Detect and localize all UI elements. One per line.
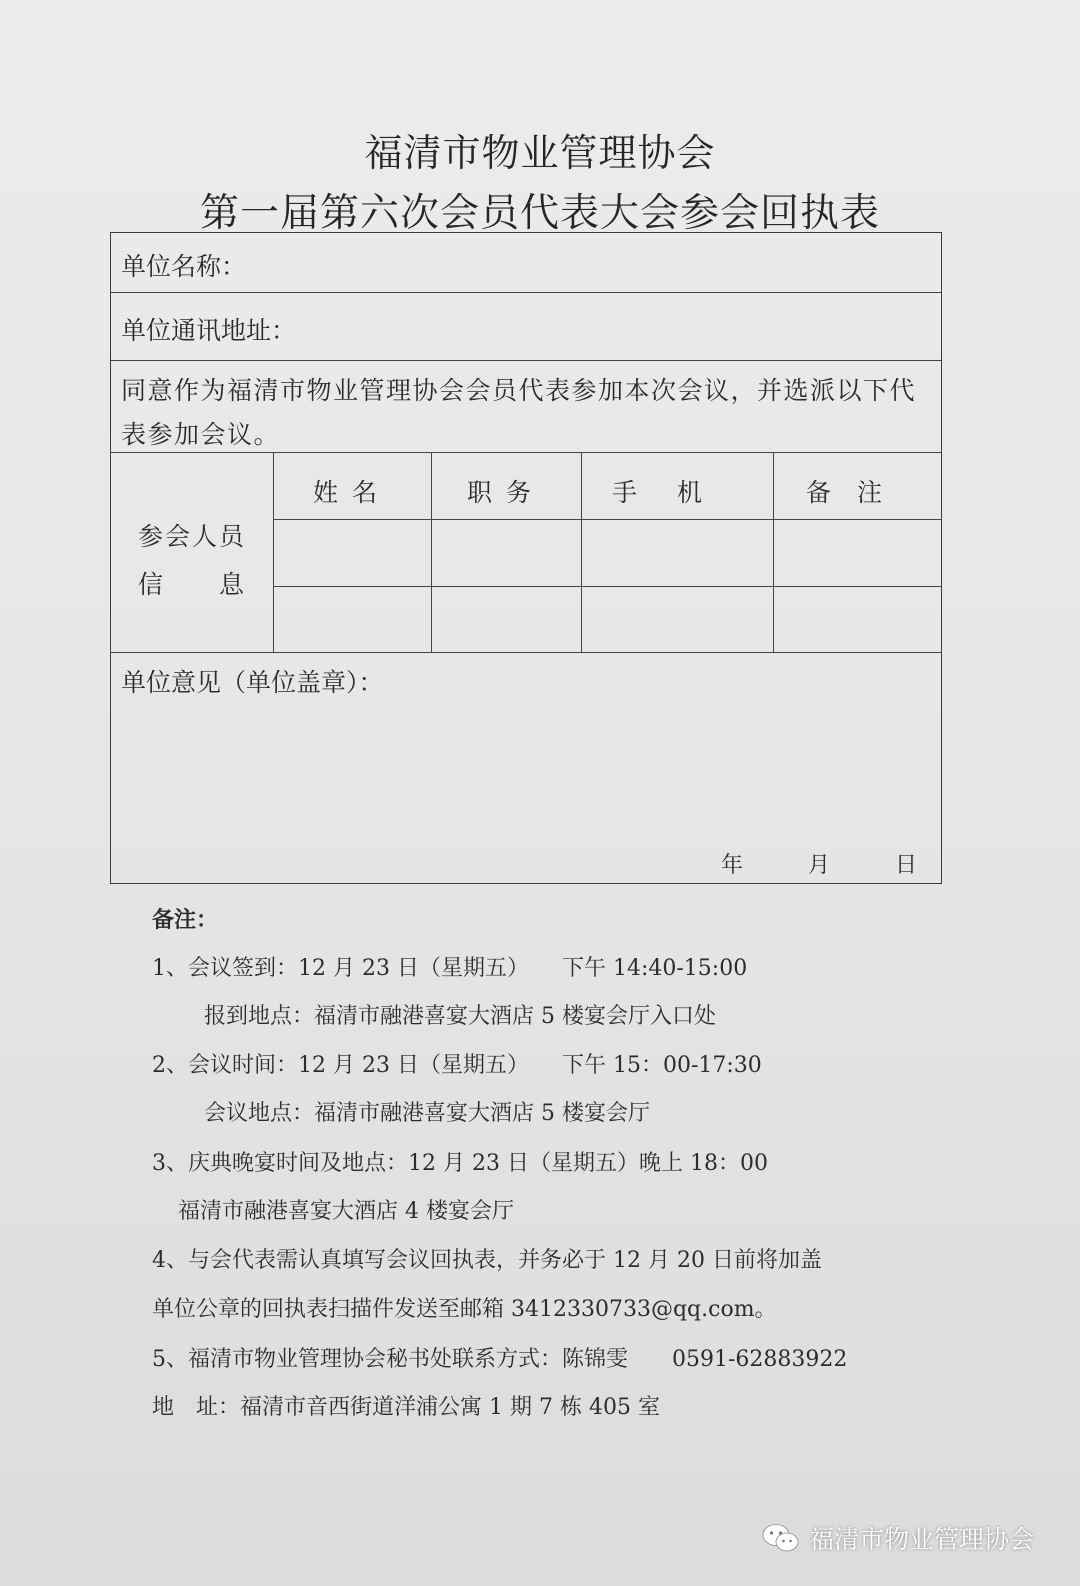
- note-4: 4、与会代表需认真填写会议回执表，并务必于 12 月 20 日前将加盖: [152, 1248, 822, 1273]
- document-title-line2: 第一届第六次会员代表大会参会回执表: [199, 191, 880, 236]
- wechat-watermark: [761, 1520, 1034, 1556]
- unit-name-label: 单位名称：: [121, 252, 247, 281]
- notes-heading: 备注：: [152, 907, 219, 933]
- note-3-location: 福清市融港喜宴大酒店 4 楼宴会厅: [178, 1199, 514, 1224]
- note-3: 3、庆典晚宴时间及地点：12 月 23 日（星期五）晚上 18：00: [152, 1151, 768, 1176]
- note-2: 2、会议时间：12 月 23 日（星期五） 下午 15：00-17:30: [152, 1053, 762, 1078]
- column-header-phone: 手机: [611, 478, 742, 507]
- watermark-text: 福清市物业管理协会: [808, 1525, 1034, 1554]
- column-header-position: 职务: [466, 478, 545, 507]
- wechat-icon: [761, 1522, 801, 1554]
- agreement-text: 同意作为福清市物业管理协会会员代表参加本次会议，并选派以下代表参加会议。: [121, 376, 917, 449]
- date-label: 年 月 日: [721, 853, 931, 878]
- note-1: 1、会议签到：12 月 23 日（星期五） 下午 14:40-15:00: [152, 956, 748, 981]
- column-header-remarks: 备注: [805, 478, 908, 507]
- note-address: 地 址：福清市音西街道洋浦公寓 1 期 7 栋 405 室: [152, 1395, 660, 1420]
- note-4-continued: 单位公章的回执表扫描件发送至邮箱 3412330733@qq.com。: [152, 1297, 777, 1322]
- column-header-name: 姓名: [312, 478, 391, 507]
- document-title-line1: 福清市物业管理协会: [364, 131, 716, 175]
- unit-opinion-label: 单位意见（单位盖章）：: [121, 668, 384, 697]
- note-2-location: 会议地点：福清市融港喜宴大酒店 5 楼宴会厅: [204, 1101, 650, 1126]
- note-5-contact: 5、福清市物业管理协会秘书处联系方式：陈锦雯 0591-62883922: [152, 1347, 848, 1372]
- note-1-location: 报到地点：福清市融港喜宴大酒店 5 楼宴会厅入口处: [204, 1004, 716, 1029]
- attendee-info-label: 参会人员 信 息: [137, 522, 246, 599]
- unit-address-label: 单位通讯地址：: [121, 316, 297, 345]
